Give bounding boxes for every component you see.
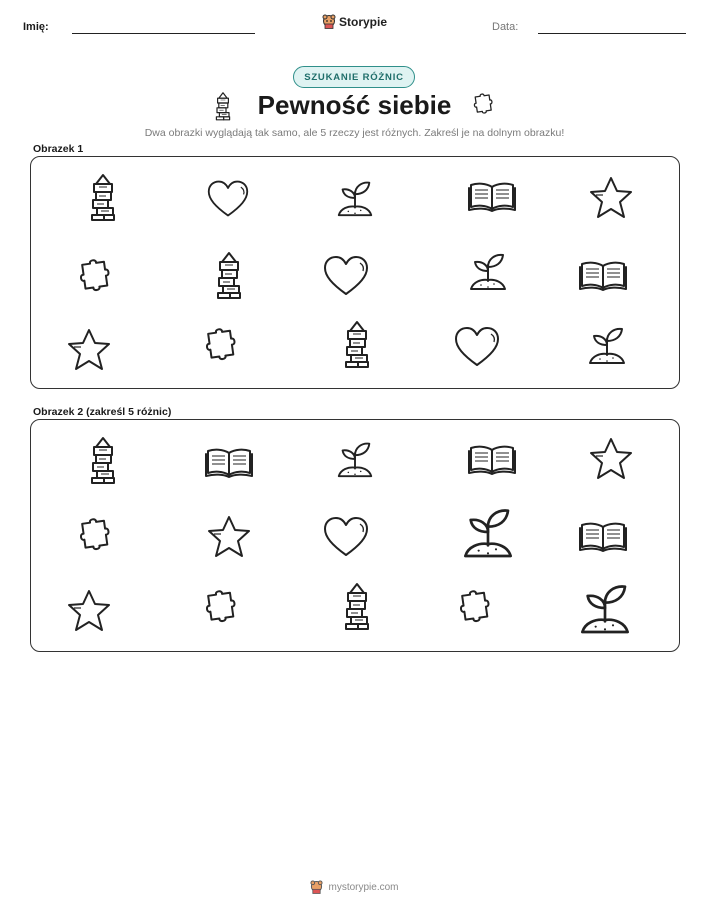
heart-icon bbox=[206, 179, 250, 219]
footer-site: mystorypie.com bbox=[328, 881, 399, 893]
picture-1-label: Obrazek 1 bbox=[33, 143, 84, 155]
puzzle-icon bbox=[78, 257, 114, 301]
book-icon[interactable] bbox=[467, 443, 517, 475]
star-icon[interactable] bbox=[587, 436, 635, 482]
date-label: Data: bbox=[492, 21, 519, 33]
name-line[interactable] bbox=[72, 33, 255, 34]
star-icon bbox=[65, 327, 113, 373]
instructions: Dwa obrazki wyglądają tak samo, ale 5 rzeczy jest różnych. Zakreśl je na dolnym obrazku! bbox=[144, 127, 565, 139]
tower-icon bbox=[214, 250, 244, 300]
tower-icon bbox=[342, 318, 372, 370]
tower-icon[interactable] bbox=[342, 580, 372, 632]
sprout-icon bbox=[586, 323, 628, 367]
mascot-icon bbox=[322, 14, 336, 29]
puzzle-icon[interactable] bbox=[458, 588, 494, 632]
sprout-icon bbox=[467, 249, 509, 293]
puzzle-icon bbox=[472, 92, 496, 120]
puzzle-icon[interactable] bbox=[204, 588, 240, 632]
mascot-icon bbox=[310, 880, 323, 894]
book-icon bbox=[467, 180, 517, 212]
tower-icon bbox=[88, 172, 118, 222]
heart-icon bbox=[453, 326, 501, 368]
page-title: Pewność siebie bbox=[257, 90, 452, 120]
sprout-icon[interactable] bbox=[577, 578, 633, 638]
star-icon[interactable] bbox=[205, 514, 253, 560]
star-icon bbox=[587, 175, 635, 221]
sprout-icon bbox=[334, 177, 376, 219]
puzzle-icon[interactable] bbox=[78, 516, 114, 560]
sprout-icon[interactable] bbox=[334, 438, 376, 480]
activity-badge: SZUKANIE RÓŻNIC bbox=[293, 66, 415, 88]
date-line[interactable] bbox=[538, 33, 686, 34]
footer bbox=[0, 880, 709, 894]
puzzle-icon bbox=[204, 326, 240, 370]
heart-icon bbox=[322, 255, 370, 297]
picture-2-label: Obrazek 2 (zakreśl 5 różnic) bbox=[33, 406, 172, 418]
sprout-icon[interactable] bbox=[460, 502, 516, 562]
tower-icon[interactable] bbox=[88, 435, 118, 485]
star-icon[interactable] bbox=[65, 588, 113, 634]
brand-logo bbox=[322, 14, 387, 29]
book-icon[interactable] bbox=[578, 520, 628, 552]
book-icon[interactable] bbox=[204, 446, 254, 478]
book-icon bbox=[578, 259, 628, 291]
heart-icon[interactable] bbox=[322, 516, 370, 558]
brand-name: Storypie bbox=[339, 14, 388, 29]
name-label: Imię: bbox=[23, 21, 49, 33]
